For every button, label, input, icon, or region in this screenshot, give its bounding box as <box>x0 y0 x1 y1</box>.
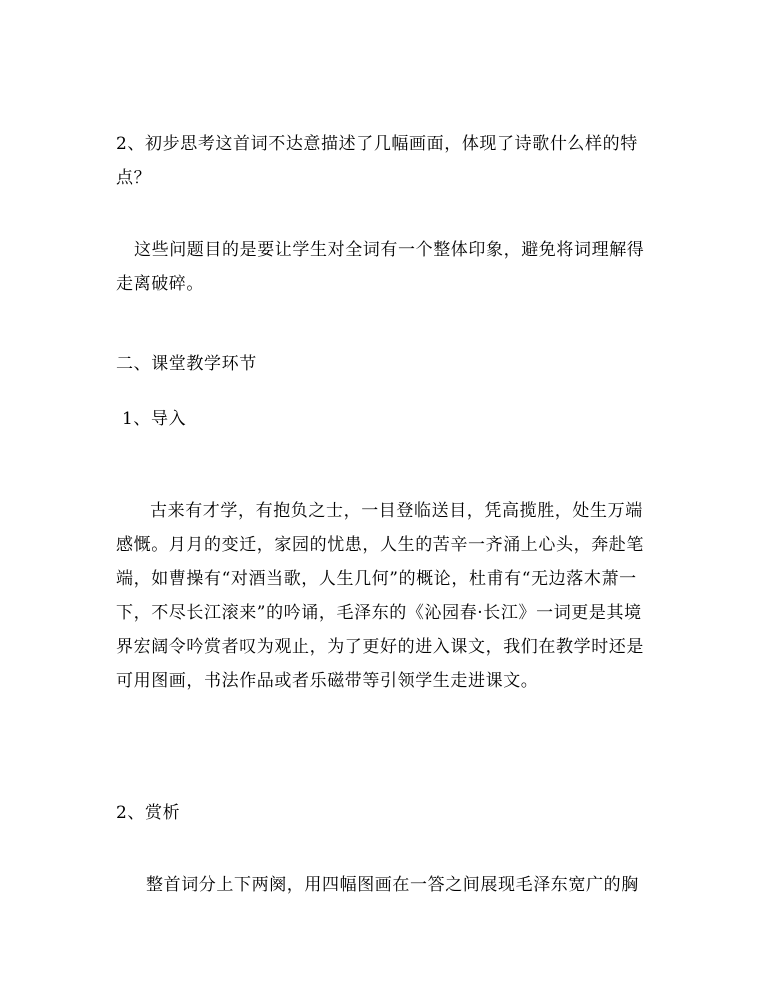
introduction-paragraph: 古来有才学，有抱负之士，一目登临送目，凭高揽胜，处生万端感慨。月月的变迁，家园的忧患，人生的苦辛一齐涌上心头，奔赴笔端，如曹操有“对酒当歌，人生几何”的概论，杜甫有“无边落木萧一下，不尽长江滚来”的吟诵，毛泽东的《沁园春·长江》一词更是其境界宏阔令吟赏者叹为观止，为了更好的进入课文，我们在教学时还是可用图画，书法作品或者乐磁带等引领学生走进课文。 <box>116 501 644 691</box>
subheading-introduction: 1、导入 <box>122 409 187 429</box>
purpose-paragraph: 这些问题目的是要让学生对全词有一个整体印象，避免将词理解得走离破碎。 <box>116 240 645 294</box>
question-paragraph: 2、初步思考这首词不达意描述了几幅画面，体现了诗歌什么样的特点？ <box>116 134 638 188</box>
section-heading-classroom-teaching: 二、课堂教学环节 <box>116 354 257 374</box>
appreciation-paragraph: 整首词分上下两阕，用四幅图画在一答之间展现毛泽东宽广的胸 <box>146 875 639 895</box>
subheading-appreciation: 2、赏析 <box>116 803 181 823</box>
